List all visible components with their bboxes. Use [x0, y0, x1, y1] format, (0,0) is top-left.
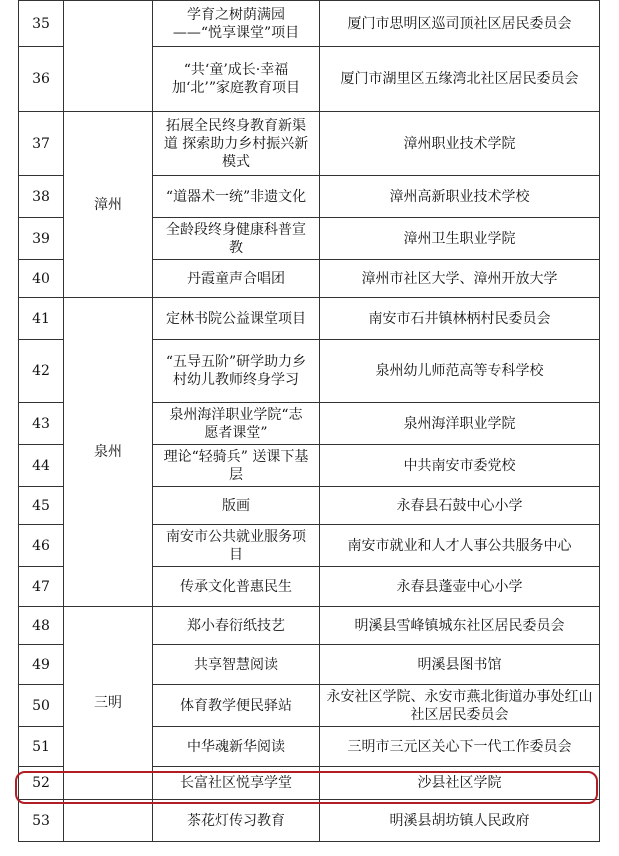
unit-name: 永春县蓬壶中心小学 [320, 567, 600, 607]
project-name: 传承文化普惠民生 [153, 567, 320, 607]
row-number: 53 [19, 800, 64, 842]
unit-name: 明溪县雪峰镇城东社区居民委员会 [320, 607, 600, 645]
unit-name: 厦门市思明区巡司顶社区居民委员会 [320, 1, 600, 47]
unit-name: 泉州海洋职业学院 [320, 403, 600, 445]
row-number: 51 [19, 727, 64, 767]
project-name: 版画 [153, 487, 320, 525]
row-number: 40 [19, 260, 64, 298]
row-number: 49 [19, 645, 64, 685]
region-quanzhou: 泉州 [64, 298, 153, 607]
unit-name: 南安市就业和人才人事公共服务中心 [320, 525, 600, 567]
region-cell-empty [64, 800, 153, 842]
row-number: 39 [19, 218, 64, 260]
row-number: 48 [19, 607, 64, 645]
project-name: 理论“轻骑兵” 送课下基层 [153, 445, 320, 487]
project-name: 全龄段终身健康科普宣教 [153, 218, 320, 260]
unit-name: 厦门市湖里区五缘湾北社区居民委员会 [320, 47, 600, 112]
region-zhangzhou: 漳州 [64, 112, 153, 298]
unit-name: 漳州市社区大学、漳州开放大学 [320, 260, 600, 298]
project-name: 学育之树荫满园——“悦享课堂”项目 [153, 1, 320, 47]
project-name: 共享智慧阅读 [153, 645, 320, 685]
row-number: 36 [19, 47, 64, 112]
region-sanming: 三明 [64, 607, 153, 800]
region-cell-empty [64, 1, 153, 112]
row-number: 42 [19, 340, 64, 403]
row-number: 44 [19, 445, 64, 487]
project-name: 泉州海洋职业学院“志愿者课堂” [153, 403, 320, 445]
unit-name: 泉州幼儿师范高等专科学校 [320, 340, 600, 403]
unit-name: 永安社区学院、永安市燕北街道办事处红山社区居民委员会 [320, 685, 600, 727]
unit-name: 漳州高新职业技术学校 [320, 176, 600, 218]
table-row [19, 112, 600, 176]
unit-name: 漳州职业技术学院 [320, 112, 600, 176]
project-name: 长富社区悦享学堂 [153, 767, 320, 800]
row-number: 41 [19, 298, 64, 340]
unit-name: 明溪县图书馆 [320, 645, 600, 685]
project-name: 郑小春衍纸技艺 [153, 607, 320, 645]
row-number: 45 [19, 487, 64, 525]
project-name: “道器术一统”非遗文化 [153, 176, 320, 218]
row-number: 35 [19, 1, 64, 47]
table-row [19, 800, 600, 842]
table-row [19, 298, 600, 340]
project-name: 拓展全民终身教育新渠道 探索助力乡村振兴新模式 [153, 112, 320, 176]
table-row [19, 1, 600, 47]
unit-name: 漳州卫生职业学院 [320, 218, 600, 260]
unit-name: 沙县社区学院 [320, 767, 600, 800]
row-number: 52 [19, 767, 64, 800]
row-number: 37 [19, 112, 64, 176]
project-name: 丹霞童声合唱团 [153, 260, 320, 298]
project-name: “共‘童’成长·幸福加‘北’”家庭教育项目 [153, 47, 320, 112]
project-name: 中华魂新华阅读 [153, 727, 320, 767]
project-name: 茶花灯传习教育 [153, 800, 320, 842]
project-name: 南安市公共就业服务项目 [153, 525, 320, 567]
row-number: 47 [19, 567, 64, 607]
project-table [18, 0, 600, 842]
unit-name: 明溪县胡坊镇人民政府 [320, 800, 600, 842]
unit-name: 永春县石鼓中心小学 [320, 487, 600, 525]
unit-name: 南安市石井镇林柄村民委员会 [320, 298, 600, 340]
project-name: 定林书院公益课堂项目 [153, 298, 320, 340]
unit-name: 中共南安市委党校 [320, 445, 600, 487]
project-name: “五导五阶”研学助力乡村幼儿教师终身学习 [153, 340, 320, 403]
row-number: 46 [19, 525, 64, 567]
row-number: 50 [19, 685, 64, 727]
row-number: 43 [19, 403, 64, 445]
project-name: 体育教学便民驿站 [153, 685, 320, 727]
row-number: 38 [19, 176, 64, 218]
unit-name: 三明市三元区关心下一代工作委员会 [320, 727, 600, 767]
table-row [19, 607, 600, 645]
